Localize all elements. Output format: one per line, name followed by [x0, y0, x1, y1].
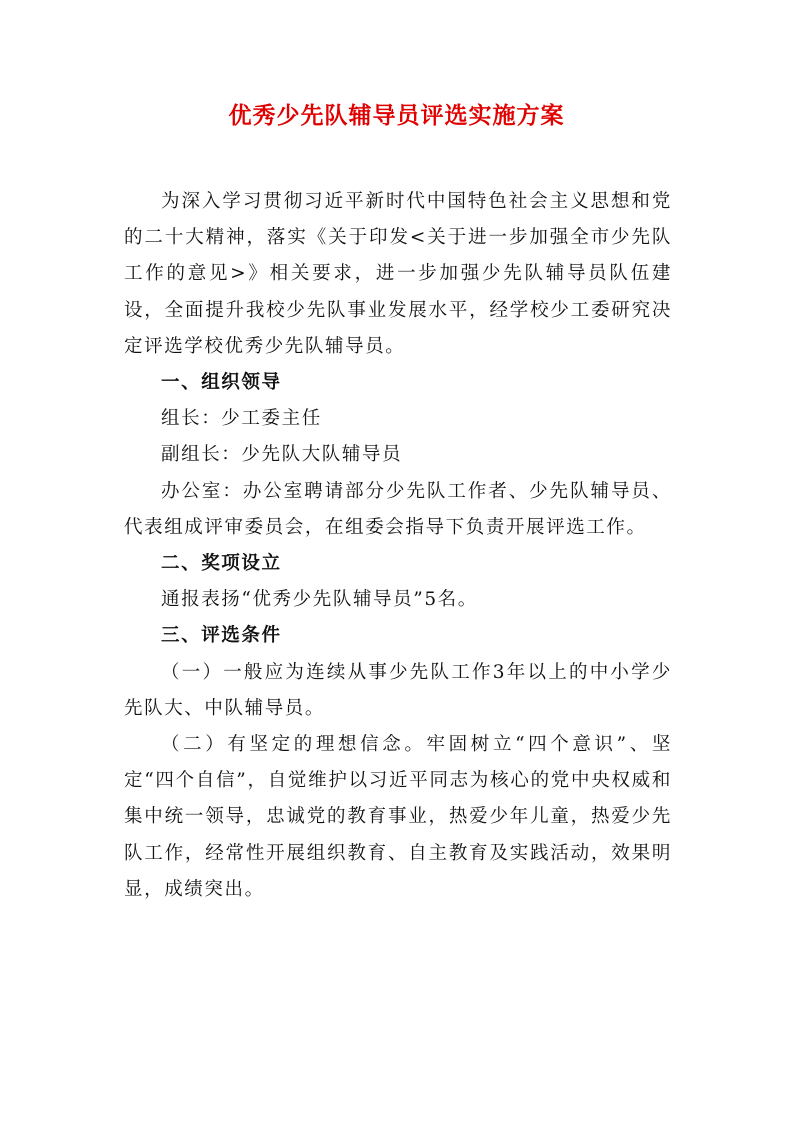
- section-heading-criteria: 三、评选条件: [161, 625, 282, 647]
- criteria-item-1: （一）一般应为连续从事少先队工作3年以上的中小学少先队大、中队辅导员。: [124, 661, 672, 719]
- document-body: [124, 184, 672, 908]
- section-heading-awards: 二、奖项设立: [161, 553, 282, 575]
- deputy-leader-line: 副组长：少先队大队辅导员: [161, 444, 403, 466]
- document-title: 优秀少先队辅导员评选实施方案: [228, 102, 565, 129]
- section-heading-organization: 一、组织领导: [161, 372, 282, 394]
- intro-paragraph: 为深入学习贯彻习近平新时代中国特色社会主义思想和党的二十大精神，落实《关于印发<关于进一步加强全市少先队工作的意见>》相关要求，进一步加强少先队辅导员队伍建设，全面提升我校少先队事业发展水平，经学校少工委研究决定评选学校优秀少先队辅导员。: [124, 191, 672, 357]
- office-paragraph: 办公室：办公室聘请部分少先队工作者、少先队辅导员、代表组成评审委员会，在组委会指导下负责开展评选工作。: [124, 480, 672, 538]
- awards-paragraph: 通报表扬“优秀少先队辅导员”5名。: [161, 589, 478, 611]
- criteria-item-2: （二）有坚定的理想信念。牢固树立“四个意识”、坚定“四个自信”，自觉维护以习近平同志为核心的党中央权威和集中统一领导，忠诚党的教育事业，热爱少年儿童，热爱少先队工作，经常性开展组织教育、自主教育及实践活动，效果明显，成绩突出。: [124, 734, 672, 900]
- group-leader-line: 组长：少工委主任: [161, 408, 322, 430]
